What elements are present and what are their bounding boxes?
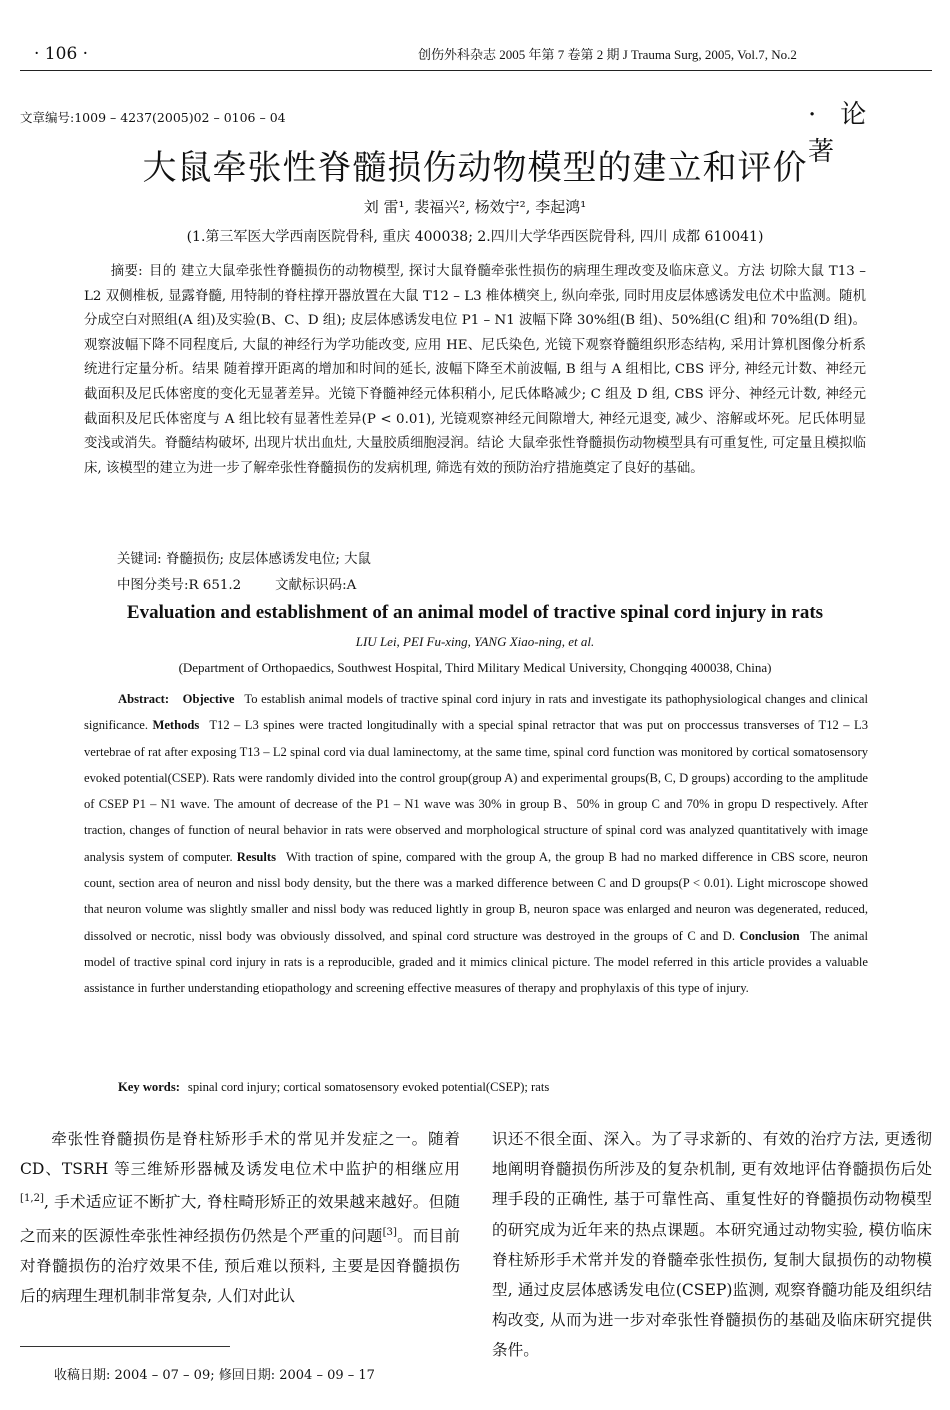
results-text: With traction of spine, compared with the group A, the group B had no marked difference in CBS score, neuron count, section area of neuron and nissl body density, but the there was a marked difference between C and D groups(P < 0.01). Light microscope showed that neuron volume was slightly smaller and nissl body was reduced lightly in group B, neuron space was enlarged and neuron was degenerated, reduced, dissolved or necrotic, nissl body was obviously dissolved, and spinal cord structure was destroyed in the groups of C and D. <box>84 849 868 943</box>
abstract-label: Abstract: <box>118 692 170 706</box>
authors-english: LIU Lei, PEI Fu-xing, YANG Xiao-ning, et al. <box>355 634 595 649</box>
body-right-column: 识还不很全面、深入。为了寻求新的、有效的治疗方法, 更透彻地阐明脊髓损伤所涉及的复杂机制, 更有效地评估脊髓损伤后处理手段的正确性, 基于可靠性高、重复性好的脊髓损伤动物模型的研究成为近年来的热点课题。本研究通过动物实验, 模仿临床脊柱矫形手术常并发的脊髓牵张性损伤, 复制大鼠损伤的动物模型, 通过皮层体感诱发电位(CSEP)监测, 观察脊髓功能及组织结构改变, 从而为进一步对牵张性脊髓损伤的基础及临床研究提供条件。 <box>492 1130 932 1360</box>
citation: [3] <box>382 1226 397 1238</box>
classification-chinese <box>117 574 356 593</box>
keywords-english-label: Key words: <box>118 1080 180 1094</box>
document-code: 文献标识码:A <box>275 578 357 593</box>
title-chinese: 大鼠牵张性脊髓损伤动物模型的建立和评价 <box>142 148 808 188</box>
conclusion-text: The animal model of tractive spinal cord injury in rats is a reproducible, graded and it mimics clinical picture. The model referred in this article provides a valuable assistance in further understanding etiopathology and screening effective measures of therapy and prophylaxis of this type of injury. <box>84 928 869 996</box>
keywords-chinese: 关键词: 脊髓损伤; 皮层体感诱发电位; 大鼠 <box>117 552 371 567</box>
keywords-english-text: spinal cord injury; cortical somatosensory evoked potential(CSEP); rats <box>187 1080 550 1094</box>
abstract-chinese <box>84 260 866 481</box>
body-text: , 手术适应证不断扩大, 脊柱畸形矫正的效果越来越好。但随之而来的医源性牵张性神经损伤仍然是个严重的问题 <box>20 1193 460 1245</box>
abstract-english <box>84 686 868 1002</box>
section-tag: ·论 著 <box>808 100 891 167</box>
citation: [1,2] <box>20 1193 45 1205</box>
methods-label: Methods <box>152 718 200 733</box>
title-english: Evaluation and establishment of an animal model of tractive spinal cord injury in rats <box>126 602 824 623</box>
journal-header: 创伤外科杂志 2005 年第 7 卷第 2 期 J Trauma Surg, 2005, Vol.7, No.2 <box>418 47 797 62</box>
page-number: · 106 · <box>34 44 89 64</box>
abstract-chinese-label: 摘要: <box>110 264 143 279</box>
body-text: 牵张性脊髓损伤是脊柱矫形手术的常见并发症之一。随着 CD、TSRH 等三维矫形器械及诱发电位术中监护的相继应用 <box>20 1130 460 1179</box>
footnote-dates: 收稿日期: 2004 – 07 – 09; 修回日期: 2004 – 09 – 17 <box>54 1368 375 1383</box>
header-rule <box>20 70 932 71</box>
keywords-english <box>118 1080 549 1095</box>
clc-number: 中图分类号:R 651.2 <box>117 578 242 593</box>
conclusion-label: Conclusion <box>739 928 800 943</box>
affiliation-english: (Department of Orthopaedics, Southwest Hospital, Third Military Medical University, Chongqing 400038, China) <box>178 660 772 675</box>
body-text: 。而目前对脊髓损伤的治疗效果不佳, 预后难以预料, 主要是因脊髓损伤后的病理生理机制非常复杂, 人们对此认 <box>20 1226 460 1306</box>
methods-text: T12 – L3 spines were tracted longitudinally with a special spinal retractor that was put on proccessus transverses of T12 – L3 vertebrae of rat after exposing T13 – L2 spinal cord via dual laminectomy, at the same time, spinal cord function was monitored by cortical somatosensory evoked potential(CSEP). Rats were randomly divided into the control group(group A) and experimental groups(B, C, D groups) according to the amplitude of CSEP P1 – N1 wave. The amount of decrease of the P1 – N1 wave was 30% in group B、50% in group C and 70% in gropu D respectively. After traction, changes of function of neural behavior in rats were observed and morphological structure of spinal cord was analyzed quantitatively with image analysis system of computer. <box>84 718 868 864</box>
objective-label: Objective <box>182 692 235 706</box>
authors-chinese: 刘 雷¹, 裴福兴², 杨效宁², 李起鸿¹ <box>363 198 587 216</box>
results-label: Results <box>236 849 276 864</box>
article-number: 文章编号:1009 – 4237(2005)02 – 0106 – 04 <box>20 110 286 125</box>
body-left-column <box>20 1124 460 1312</box>
objective-text: To establish animal models of tractive spinal cord injury in rats and investigate its pathophysiological changes and clinical significance. <box>84 692 868 733</box>
abstract-chinese-text: 目的 建立大鼠牵张性脊髓损伤的动物模型, 探讨大鼠脊髓牵张性损伤的病理生理改变及临床意义。方法 切除大鼠 T13 – L2 双侧椎板, 显露脊髓, 用特制的脊柱撑开器放置在大鼠 T12 – L3 椎体横突上, 纵向牵张, 同时用皮层体感诱发电位术中监测。随机分成空白对照组(A 组)及实验(B、C、D 组); 皮层体感诱发电位 P1 – N1 波幅下降 30%组(B 组)、50%组(C 组)和 70%组(D 组)。观察波幅下降不同程度后, 大鼠的神经行为学功能改变, 应用 HE、尼氏染色, 光镜下观察脊髓组织形态结构, 采用计算机图像分析系统进行定量分析。结果 随着撑开距离的增加和时间的延长, 波幅下降至术前波幅, B 组与 A 组相比, CBS 评分, 神经元计数、神经元截面积及尼氏体密度的变化无显著差异。光镜下脊髓神经元体积稍小, 尼氏体略减少; C 组及 D 组, CBS 评分、神经元计数, 神经元截面积及尼氏体密度与 A 组比较有显著性差异(P < 0.01), 光镜观察神经元间隙增大, 神经元退变, 减少、溶解或坏死。尼氏体明显变浅或消失。脊髓结构破坏, 出现片状出血灶, 大量胶质细胞浸润。结论 大鼠牵张性脊髓损伤动物模型具有可重复性, 可定量且模拟临床, 该模型的建立为进一步了解牵张性脊髓损伤的发病机理, 筛选有效的预防治疗措施奠定了良好的基础。 <box>84 264 867 476</box>
footnote-rule <box>20 1346 230 1347</box>
affiliation-chinese: (1.第三军医大学西南医院骨科, 重庆 400038; 2.四川大学华西医院骨科, 四川 成都 610041) <box>186 229 764 245</box>
